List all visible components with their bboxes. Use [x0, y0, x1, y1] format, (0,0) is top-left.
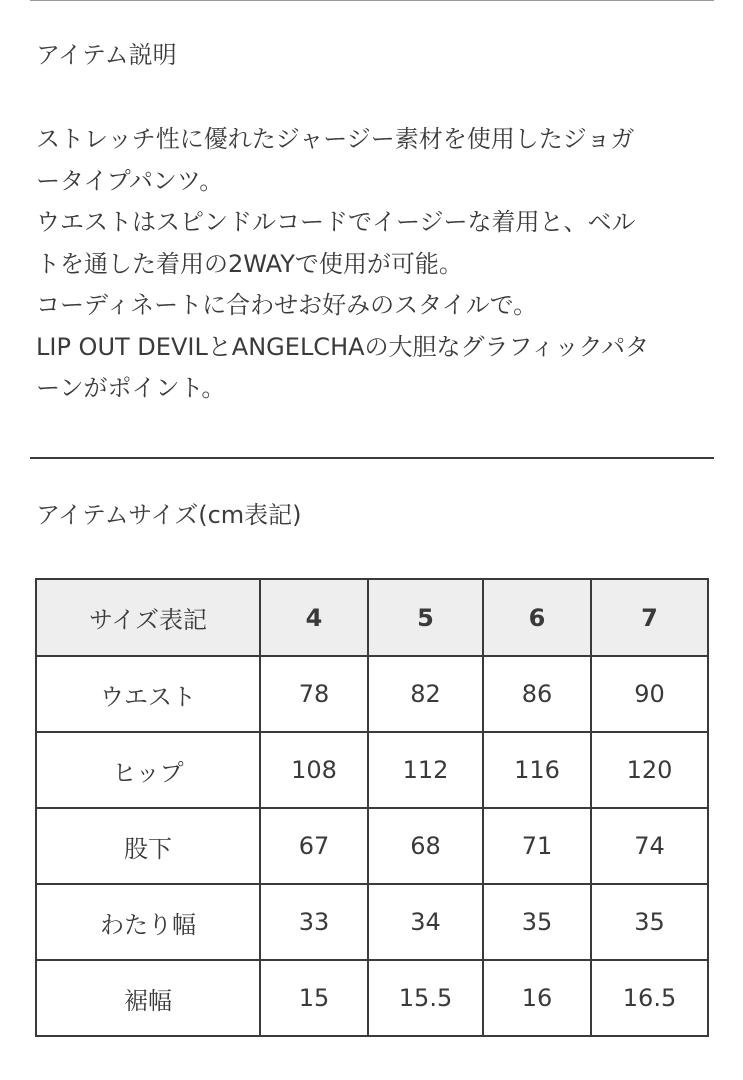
description-line: ストレッチ性に優れたジャージー素材を使用したジョガ: [36, 125, 635, 153]
table-row: [36, 808, 708, 884]
row-label-hem-width: 裾幅: [36, 960, 260, 1036]
description-line: トを通した着用の2WAYで使用が可能。: [36, 249, 463, 278]
table-row: [36, 884, 708, 960]
row-label-inseam: 股下: [36, 808, 260, 884]
header-size-7: 7: [591, 579, 708, 656]
table-cell: 90: [591, 656, 708, 732]
row-label-thigh-width: わたり幅: [36, 884, 260, 960]
table-cell: 82: [368, 656, 483, 732]
table-cell: 68: [368, 808, 483, 884]
table-cell: 78: [260, 656, 368, 732]
description-line: LIP OUT DEVILとANGELCHAの大胆なグラフィックパタ: [36, 332, 650, 361]
header-size-4: 4: [260, 579, 368, 656]
section-divider: [30, 457, 714, 459]
table-cell: 108: [260, 732, 368, 808]
table-cell: 34: [368, 884, 483, 960]
description-line: ーンがポイント。: [36, 374, 226, 402]
table-cell: 15.5: [368, 960, 483, 1036]
item-size-title: アイテムサイズ(cm表記): [36, 501, 302, 529]
row-label-waist: ウエスト: [36, 656, 260, 732]
table-cell: 16.5: [591, 960, 708, 1036]
size-table-header-row: [36, 579, 708, 656]
size-table: [35, 578, 709, 1037]
table-cell: 74: [591, 808, 708, 884]
table-cell: 35: [591, 884, 708, 960]
header-size-label: サイズ表記: [36, 579, 260, 656]
top-divider: [30, 0, 714, 1]
header-size-6: 6: [483, 579, 591, 656]
description-line: ウエストはスピンドルコードでイージーな着用と、ベル: [36, 208, 636, 236]
table-cell: 15: [260, 960, 368, 1036]
table-cell: 86: [483, 656, 591, 732]
table-row: [36, 656, 708, 732]
table-cell: 116: [483, 732, 591, 808]
table-cell: 35: [483, 884, 591, 960]
table-cell: 112: [368, 732, 483, 808]
item-description-text: [36, 119, 716, 410]
table-cell: 120: [591, 732, 708, 808]
item-description-title: アイテム説明: [36, 41, 177, 69]
description-line: ータイプパンツ。: [36, 166, 224, 195]
table-cell: 67: [260, 808, 368, 884]
row-label-hip: ヒップ: [36, 732, 260, 808]
table-cell: 16: [483, 960, 591, 1036]
header-size-5: 5: [368, 579, 483, 656]
table-cell: 33: [260, 884, 368, 960]
table-row: [36, 732, 708, 808]
description-line: コーディネートに合わせお好みのスタイルで。: [36, 291, 538, 319]
table-row: [36, 960, 708, 1036]
table-cell: 71: [483, 808, 591, 884]
